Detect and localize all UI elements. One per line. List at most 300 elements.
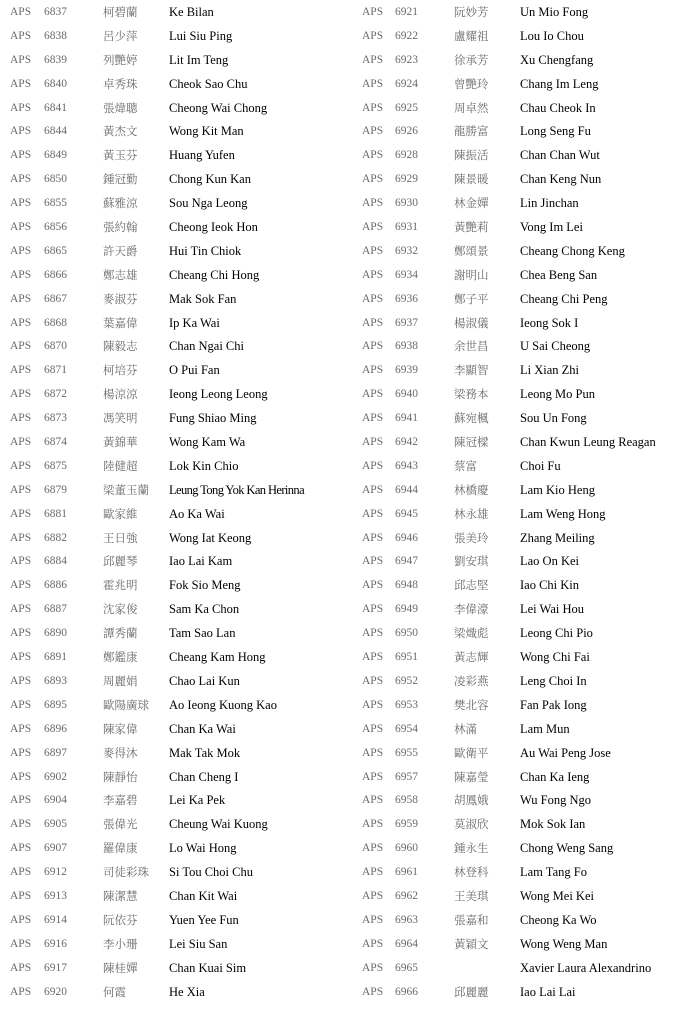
- prefix-code: APS: [362, 316, 384, 329]
- chinese-name: 譚秀蘭: [103, 626, 138, 641]
- entry-number: 6884: [44, 555, 67, 568]
- romanized-name: Sou Nga Leong: [169, 196, 248, 211]
- entry-number: 6840: [44, 77, 67, 90]
- chinese-name: 鄭子平: [454, 291, 489, 306]
- romanized-name: Leong Chi Pio: [520, 626, 593, 641]
- chinese-name: 阮妙芳: [454, 5, 489, 19]
- list-item: [10, 860, 350, 884]
- romanized-name: Vong Im Lei: [520, 220, 583, 235]
- romanized-name: Chan Ka Ieng: [520, 769, 590, 784]
- prefix-code: APS: [362, 340, 384, 353]
- romanized-name: Chong Kun Kan: [169, 172, 251, 187]
- list-item: [362, 263, 692, 287]
- entry-number: 6964: [395, 937, 418, 950]
- romanized-name: Cheok Sao Chu: [169, 76, 248, 91]
- entry-number: 6856: [44, 221, 67, 234]
- romanized-name: Li Xian Zhi: [520, 363, 580, 378]
- chinese-name: 陳冠樑: [454, 435, 489, 450]
- chinese-name: 蔡富: [454, 458, 477, 473]
- chinese-name: 歐家維: [103, 506, 138, 521]
- prefix-code: APS: [10, 173, 32, 186]
- entry-number: 6921: [395, 6, 418, 18]
- entry-number: 6922: [395, 29, 418, 42]
- prefix-code: APS: [10, 507, 32, 520]
- chinese-name: 楊涼涼: [103, 387, 138, 402]
- romanized-name: Mak Tak Mok: [169, 745, 241, 760]
- romanized-name: Un Mio Fong: [520, 5, 589, 19]
- chinese-name: 陸健超: [103, 458, 138, 473]
- list-item: [10, 502, 350, 526]
- romanized-name: Ao Ieong Kuong Kao: [169, 697, 277, 712]
- chinese-name: 梁董玉蘭: [103, 482, 149, 497]
- romanized-name: Ieong Leong Leong: [169, 387, 268, 402]
- prefix-code: APS: [362, 746, 384, 759]
- romanized-name: Iao Lai Lai: [520, 984, 576, 999]
- list-item: [10, 741, 350, 765]
- entry-number: 6945: [395, 507, 418, 520]
- romanized-name: Mok Sok Ian: [520, 817, 586, 832]
- romanized-name: Lam Tang Fo: [520, 865, 587, 880]
- romanized-name: Au Wai Peng Jose: [520, 745, 611, 760]
- prefix-code: APS: [362, 985, 384, 998]
- prefix-code: APS: [10, 889, 32, 902]
- list-item: [10, 215, 350, 239]
- prefix-code: APS: [362, 268, 384, 281]
- prefix-code: APS: [10, 77, 32, 90]
- list-item: [362, 669, 692, 693]
- list-item: [362, 143, 692, 167]
- chinese-name: 鄭頌景: [454, 243, 489, 258]
- chinese-name: 邱志堅: [454, 578, 489, 593]
- entry-number: 6891: [44, 651, 67, 664]
- prefix-code: APS: [362, 698, 384, 711]
- chinese-name: 李顯智: [454, 363, 489, 378]
- list-item: [10, 119, 350, 143]
- prefix-code: APS: [362, 173, 384, 186]
- list-item: [10, 932, 350, 956]
- entry-number: 6943: [395, 459, 418, 472]
- romanized-name: Lui Siu Ping: [169, 28, 233, 43]
- prefix-code: APS: [10, 603, 32, 616]
- entry-number: 6882: [44, 531, 67, 544]
- entry-number: 6868: [44, 316, 67, 329]
- prefix-code: APS: [362, 889, 384, 902]
- entry-number: 6938: [395, 340, 418, 353]
- entry-number: 6905: [44, 818, 67, 831]
- list-item: [10, 263, 350, 287]
- prefix-code: APS: [10, 292, 32, 305]
- chinese-name: 麥淑芬: [103, 291, 138, 306]
- chinese-name: 余世昌: [454, 339, 489, 354]
- entry-number: 6959: [395, 818, 418, 831]
- prefix-code: APS: [10, 412, 32, 425]
- prefix-code: APS: [10, 627, 32, 640]
- entry-number: 6867: [44, 292, 67, 305]
- prefix-code: APS: [10, 340, 32, 353]
- list-item: [362, 478, 692, 502]
- entry-number: 6962: [395, 889, 418, 902]
- prefix-code: APS: [362, 101, 384, 114]
- entry-number: 6944: [395, 483, 418, 496]
- entry-number: 6928: [395, 149, 418, 162]
- prefix-code: APS: [10, 149, 32, 162]
- entry-number: 6907: [44, 842, 67, 855]
- prefix-code: APS: [362, 961, 384, 974]
- entry-number: 6947: [395, 555, 418, 568]
- prefix-code: APS: [362, 674, 384, 687]
- chinese-name: 歐陽廣球: [103, 697, 149, 712]
- list-item: [362, 645, 692, 669]
- entry-number: 6926: [395, 125, 418, 138]
- prefix-code: APS: [362, 364, 384, 377]
- entry-number: 6931: [395, 221, 418, 234]
- romanized-name: Cheang Kam Hong: [169, 650, 266, 665]
- chinese-name: 黃志輝: [454, 650, 489, 665]
- chinese-name: 樊北容: [454, 697, 489, 712]
- list-item: [10, 836, 350, 860]
- chinese-name: 蘇宛楓: [454, 411, 489, 426]
- prefix-code: APS: [362, 842, 384, 855]
- entry-number: 6917: [44, 961, 67, 974]
- list-item: [362, 932, 692, 956]
- entry-number: 6957: [395, 770, 418, 783]
- prefix-code: APS: [362, 651, 384, 664]
- prefix-code: APS: [10, 961, 32, 974]
- prefix-code: APS: [10, 53, 32, 66]
- list-item: [10, 645, 350, 669]
- chinese-name: 莫淑欣: [454, 817, 489, 832]
- romanized-name: Yuen Yee Fun: [169, 912, 239, 927]
- chinese-name: 邱麗麗: [454, 984, 489, 999]
- entry-number: 6902: [44, 770, 67, 783]
- romanized-name: Chan Kwun Leung Reagan: [520, 435, 656, 450]
- chinese-name: 凌彩燕: [454, 673, 489, 688]
- romanized-name: U Sai Cheong: [520, 339, 591, 354]
- romanized-name: Wong Mei Kei: [520, 888, 594, 903]
- prefix-code: APS: [362, 244, 384, 257]
- list-item: [10, 597, 350, 621]
- romanized-name: Chan Kuai Sim: [169, 960, 247, 975]
- entry-number: 6879: [44, 483, 67, 496]
- prefix-code: APS: [362, 149, 384, 162]
- prefix-code: APS: [10, 818, 32, 831]
- entry-number: 6937: [395, 316, 418, 329]
- list-item: [10, 788, 350, 812]
- list-item: [362, 287, 692, 311]
- list-item: [362, 454, 692, 478]
- romanized-name: Chan Ngai Chi: [169, 339, 244, 354]
- romanized-name: Chao Lai Kun: [169, 673, 240, 688]
- chinese-name: 羅偉康: [103, 841, 138, 856]
- romanized-name: Iao Chi Kin: [520, 578, 580, 593]
- list-item: [362, 96, 692, 120]
- entry-number: 6872: [44, 388, 67, 401]
- prefix-code: APS: [10, 364, 32, 377]
- entry-number: 6870: [44, 340, 67, 353]
- list-item: [362, 72, 692, 96]
- prefix-code: APS: [362, 459, 384, 472]
- chinese-name: 黃艷莉: [454, 220, 489, 235]
- prefix-code: APS: [362, 29, 384, 42]
- romanized-name: Wu Fong Ngo: [520, 793, 592, 808]
- romanized-name: Cheang Chi Peng: [520, 291, 608, 306]
- prefix-code: APS: [362, 507, 384, 520]
- prefix-code: APS: [10, 221, 32, 234]
- prefix-code: APS: [10, 101, 32, 114]
- list-item: [10, 549, 350, 573]
- chinese-name: 鍾冠勤: [103, 172, 138, 187]
- list-item: [362, 526, 692, 550]
- left-column: [10, 0, 350, 1003]
- romanized-name: He Xia: [169, 984, 205, 999]
- romanized-name: Chan Keng Nun: [520, 172, 602, 187]
- chinese-name: 柯碧蘭: [103, 5, 138, 19]
- chinese-name: 謝明山: [454, 267, 489, 282]
- list-item: [362, 215, 692, 239]
- romanized-name: Long Seng Fu: [520, 124, 591, 139]
- prefix-code: APS: [362, 531, 384, 544]
- chinese-name: 張偉光: [103, 817, 138, 832]
- romanized-name: Chan Cheng I: [169, 769, 239, 784]
- prefix-code: APS: [10, 244, 32, 257]
- romanized-name: Fung Shiao Ming: [169, 411, 257, 426]
- list-item: [10, 382, 350, 406]
- prefix-code: APS: [362, 412, 384, 425]
- list-item: [10, 478, 350, 502]
- chinese-name: 王美琪: [454, 888, 489, 903]
- chinese-name: 陳景暖: [454, 172, 489, 187]
- right-column: [362, 0, 692, 1003]
- list-item: [10, 96, 350, 120]
- list-item: [362, 24, 692, 48]
- chinese-name: 周卓然: [454, 100, 489, 115]
- romanized-name: Chan Chan Wut: [520, 148, 600, 163]
- romanized-name: Chong Weng Sang: [520, 841, 614, 856]
- chinese-name: 陳振活: [454, 148, 489, 163]
- list-item: [362, 908, 692, 932]
- entry-number: 6837: [44, 6, 67, 18]
- chinese-name: 鄭鑑康: [103, 650, 138, 665]
- list-item: [10, 765, 350, 789]
- romanized-name: Lam Kio Heng: [520, 482, 595, 497]
- list-item: [362, 717, 692, 741]
- list-item: [10, 191, 350, 215]
- list-item: [362, 334, 692, 358]
- romanized-name: Wong Iat Keong: [169, 530, 252, 545]
- prefix-code: APS: [362, 818, 384, 831]
- prefix-code: APS: [362, 770, 384, 783]
- list-item: [362, 860, 692, 884]
- list-item: [362, 239, 692, 263]
- entry-number: 6950: [395, 627, 418, 640]
- entry-number: 6946: [395, 531, 418, 544]
- romanized-name: Cheang Chong Keng: [520, 243, 625, 258]
- chinese-name: 鍾永生: [454, 841, 489, 856]
- entry-number: 6958: [395, 794, 418, 807]
- chinese-name: 張煒聰: [103, 100, 138, 115]
- chinese-name: 黃玉芬: [103, 148, 138, 163]
- list-item: [10, 956, 350, 980]
- entry-number: 6954: [395, 722, 418, 735]
- chinese-name: 張嘉和: [454, 912, 489, 927]
- prefix-code: APS: [10, 125, 32, 138]
- chinese-name: 卓秀珠: [103, 76, 138, 91]
- entry-number: 6873: [44, 412, 67, 425]
- romanized-name: Lo Wai Hong: [169, 841, 237, 856]
- chinese-name: 陳靜怡: [103, 769, 138, 784]
- chinese-name: 許天爵: [103, 243, 138, 258]
- entry-number: 6949: [395, 603, 418, 616]
- romanized-name: Chang Im Leng: [520, 76, 599, 91]
- prefix-code: APS: [362, 627, 384, 640]
- list-item: [10, 334, 350, 358]
- list-item: [362, 549, 692, 573]
- chinese-name: 梁熾彪: [454, 626, 489, 641]
- entry-number: 6924: [395, 77, 418, 90]
- prefix-code: APS: [10, 483, 32, 496]
- chinese-name: 葉嘉偉: [103, 315, 138, 330]
- entry-number: 6849: [44, 149, 67, 162]
- romanized-name: Lei Siu San: [169, 936, 228, 951]
- prefix-code: APS: [10, 913, 32, 926]
- prefix-code: APS: [362, 483, 384, 496]
- list-item: [362, 119, 692, 143]
- chinese-name: 曾艷玲: [454, 76, 489, 91]
- prefix-code: APS: [10, 746, 32, 759]
- romanized-name: Sou Un Fong: [520, 411, 587, 426]
- chinese-name: 阮依芬: [103, 912, 138, 927]
- entry-number: 6912: [44, 866, 67, 879]
- entry-number: 6923: [395, 53, 418, 66]
- entry-number: 6865: [44, 244, 67, 257]
- romanized-name: Tam Sao Lan: [169, 626, 236, 641]
- romanized-name: Lit Im Teng: [169, 52, 229, 67]
- chinese-name: 陳家偉: [103, 721, 138, 736]
- romanized-name: Iao Lai Kam: [169, 554, 233, 569]
- entry-number: 6930: [395, 197, 418, 210]
- list-item: [10, 812, 350, 836]
- romanized-name: Wong Weng Man: [520, 936, 608, 951]
- list-item: [10, 669, 350, 693]
- prefix-code: APS: [362, 913, 384, 926]
- prefix-code: APS: [10, 698, 32, 711]
- romanized-name: Wong Kit Man: [169, 124, 244, 139]
- list-item: [362, 0, 692, 24]
- chinese-name: 劉安琪: [454, 554, 489, 569]
- romanized-name: Lam Weng Hong: [520, 506, 606, 521]
- chinese-name: 陳桂嬋: [103, 960, 138, 975]
- prefix-code: APS: [362, 603, 384, 616]
- entry-number: 6866: [44, 268, 67, 281]
- prefix-code: APS: [362, 555, 384, 568]
- prefix-code: APS: [10, 316, 32, 329]
- prefix-code: APS: [10, 436, 32, 449]
- prefix-code: APS: [10, 268, 32, 281]
- chinese-name: 黃穎文: [454, 936, 489, 951]
- list-item: [362, 311, 692, 335]
- chinese-name: 張美玲: [454, 530, 489, 545]
- chinese-name: 龍勝富: [454, 124, 489, 139]
- prefix-code: APS: [10, 388, 32, 401]
- chinese-name: 霍兆明: [103, 578, 138, 593]
- romanized-name: Xu Chengfang: [520, 52, 594, 67]
- entry-number: 6887: [44, 603, 67, 616]
- entry-number: 6881: [44, 507, 67, 520]
- prefix-code: APS: [362, 221, 384, 234]
- list-item: [362, 48, 692, 72]
- entry-number: 6841: [44, 101, 67, 114]
- list-item: [362, 597, 692, 621]
- list-item: [10, 526, 350, 550]
- list-item: [10, 693, 350, 717]
- romanized-name: Lam Mun: [520, 721, 570, 736]
- list-item: [10, 980, 350, 1004]
- chinese-name: 鄭志雄: [103, 267, 138, 282]
- romanized-name: Zhang Meiling: [520, 530, 595, 545]
- entry-number: 6955: [395, 746, 418, 759]
- prefix-code: APS: [10, 674, 32, 687]
- entry-number: 6886: [44, 579, 67, 592]
- list-item: [10, 143, 350, 167]
- prefix-code: APS: [10, 722, 32, 735]
- romanized-name: Mak Sok Fan: [169, 291, 237, 306]
- prefix-code: APS: [362, 722, 384, 735]
- entry-number: 6942: [395, 436, 418, 449]
- prefix-code: APS: [10, 29, 32, 42]
- romanized-name: Cheong Wai Chong: [169, 100, 268, 115]
- entry-number: 6913: [44, 889, 67, 902]
- list-item: [10, 24, 350, 48]
- list-item: [10, 573, 350, 597]
- entry-number: 6916: [44, 937, 67, 950]
- chinese-name: 呂少萍: [103, 28, 138, 43]
- chinese-name: 陳潔慧: [103, 888, 138, 903]
- list-item: [10, 239, 350, 263]
- chinese-name: 李偉濠: [454, 602, 489, 617]
- list-item: [362, 884, 692, 908]
- entry-number: 6963: [395, 913, 418, 926]
- list-item: [362, 191, 692, 215]
- list-item: [362, 406, 692, 430]
- list-item: [362, 430, 692, 454]
- entry-number: 6941: [395, 412, 418, 425]
- romanized-name: Fan Pak Iong: [520, 697, 587, 712]
- romanized-name: Si Tou Choi Chu: [169, 865, 253, 880]
- entry-number: 6953: [395, 698, 418, 711]
- list-item: [362, 358, 692, 382]
- entry-number: 6960: [395, 842, 418, 855]
- chinese-name: 黃錦華: [103, 435, 138, 450]
- prefix-code: APS: [10, 651, 32, 664]
- entry-number: 6966: [395, 985, 418, 998]
- romanized-name: Huang Yufen: [169, 148, 235, 163]
- chinese-name: 馮笑明: [103, 411, 138, 426]
- romanized-name: Sam Ka Chon: [169, 602, 240, 617]
- romanized-name: Lin Jinchan: [520, 196, 579, 211]
- entry-number: 6874: [44, 436, 67, 449]
- list-item: [362, 788, 692, 812]
- romanized-name: Wong Kam Wa: [169, 435, 246, 450]
- entry-number: 6952: [395, 674, 418, 687]
- list-item: [362, 980, 692, 1004]
- entry-number: 6920: [44, 985, 67, 998]
- chinese-name: 楊淑儀: [454, 315, 489, 330]
- prefix-code: APS: [362, 6, 384, 18]
- chinese-name: 周麗娟: [103, 673, 138, 688]
- romanized-name: Chea Beng San: [520, 267, 598, 282]
- entry-number: 6897: [44, 746, 67, 759]
- romanized-name: Chau Cheok In: [520, 100, 596, 115]
